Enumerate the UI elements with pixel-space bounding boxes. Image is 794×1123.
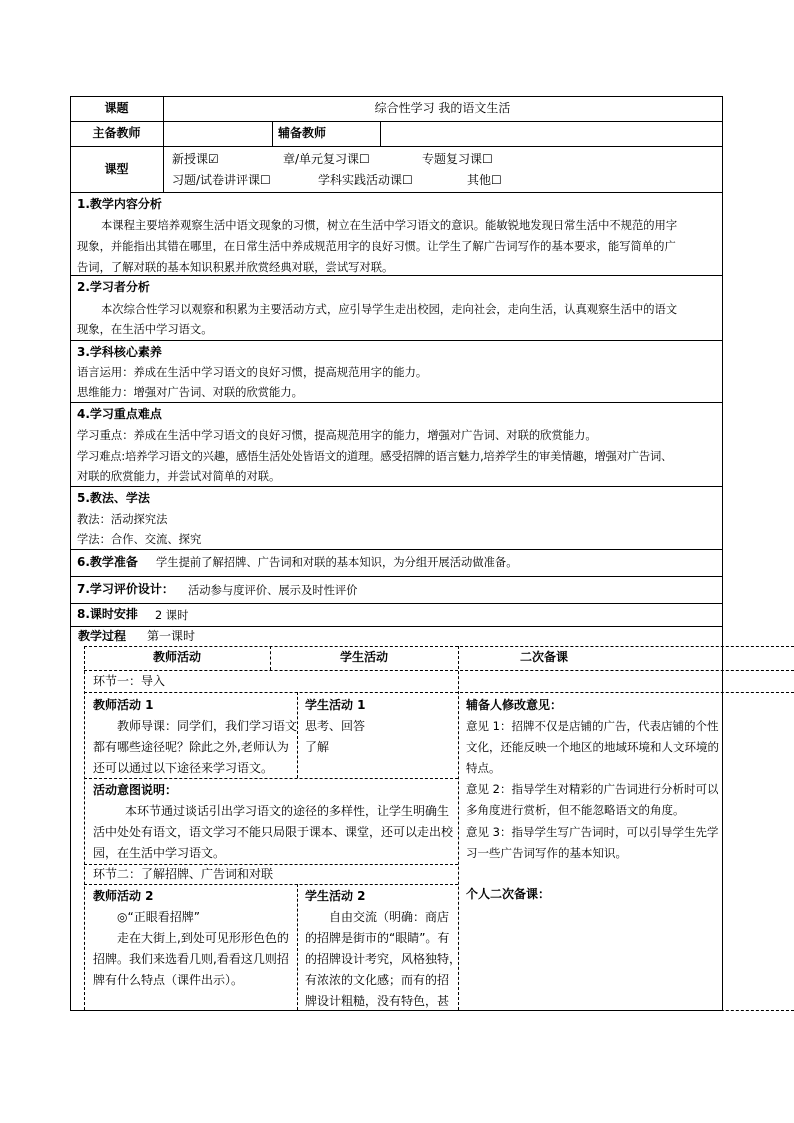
- section-5-line: 教法：活动探究法: [77, 513, 168, 526]
- section-7-text: 活动参与度评价、展示及时性评价: [188, 584, 358, 597]
- lesson-type-new: 新授课☑: [172, 152, 219, 166]
- step-1-title: 环节一：导入: [93, 674, 166, 688]
- opinion-2-line: 多角度进行赏析，但不能忽略语文的角度。: [466, 803, 685, 817]
- column-header-teacher: 教师活动: [152, 650, 201, 664]
- teacher-activity-2-line: ◎“正眼看招牌”: [117, 910, 200, 924]
- column-header-second-prep: 二次备课: [520, 650, 569, 664]
- column-header-student: 学生活动: [339, 650, 388, 664]
- process-lesson: 第一课时: [147, 629, 196, 643]
- main-teacher-label: 主备教师: [92, 126, 141, 140]
- teacher-activity-1-line: 都有哪些途径呢？除此之外,老师认为: [93, 740, 289, 754]
- section-2-line: 本次综合性学习以观察和积累为主要活动方式，应引导学生走出校园，走向社会，走向生活，认真观察生活中的语文: [101, 303, 678, 316]
- lesson-type-unit-review: 章/单元复习课☐: [283, 152, 370, 166]
- teacher-activity-2-line: 招牌。我们来选看几则,看看这几则招: [93, 952, 289, 966]
- lesson-type-label: 课型: [104, 162, 129, 176]
- teacher-activity-1-line: 教师导课：同学们，我们学习语文: [117, 719, 298, 733]
- section-2-line: 现象，在生活中学习语文。: [77, 323, 213, 336]
- section-5-line: 学法：合作、交流、探究: [77, 533, 202, 546]
- assist-teacher-label: 辅备教师: [278, 126, 327, 140]
- personal-second-prep-title: 个人二次备课：: [466, 887, 551, 901]
- section-1-line: 告词，了解对联的基本知识积累并欣赏经典对联，尝试写对联。: [77, 261, 394, 274]
- opinion-1-line: 文化，还能反映一个地区的地域环境和人文环境的: [466, 740, 719, 754]
- section-3-line: 语言运用：养成在生活中学习语文的良好习惯，提高规范用字的能力。: [77, 366, 428, 379]
- section-8-text: 2 课时: [155, 609, 189, 622]
- lesson-type-topic-review: 专题复习课☐: [422, 152, 493, 166]
- student-activity-2-line: 牌设计粗糙，没有特色，甚: [305, 994, 450, 1008]
- section-4-line: 学习重点：养成在生活中学习语文的良好习惯，提高规范用字的能力，增强对广告词、对联的欣赏能力。: [77, 429, 597, 442]
- step-2-title: 环节二：了解招牌、广告词和对联: [93, 867, 274, 881]
- section-5-title: 5.教法、学法: [77, 491, 150, 505]
- student-activity-1-line: 了解: [305, 740, 330, 754]
- opinion-1-line: 特点。: [466, 761, 501, 775]
- section-7-title: 7.学习评价设计：: [77, 582, 174, 596]
- opinion-1-line: 意见 1：招牌不仅是店铺的广告，代表店铺的个性: [466, 719, 719, 733]
- section-3-line: 思维能力：增强对广告词、对联的欣赏能力。: [77, 386, 303, 399]
- activity-intent-line: 本环节通过谈话引出学习语文的途径的多样性，让学生明确生: [125, 804, 450, 818]
- lesson-type-other: 其他☐: [467, 173, 502, 187]
- activity-intent-line: 园，在生活中学习语文。: [93, 846, 226, 860]
- teacher-activity-1-line: 还可以通过以下途径来学习语文。: [93, 761, 274, 775]
- lesson-type-exercise: 习题/试卷讲评课☐: [172, 173, 271, 187]
- teacher-activity-1-title: 教师活动 1: [93, 698, 154, 712]
- student-activity-1-title: 学生活动 1: [305, 698, 366, 712]
- student-activity-2-title: 学生活动 2: [305, 889, 366, 903]
- section-1-line: 本课程主要培养观察生活中语文现象的习惯，树立在生活中学习语文的意识。能敏锐地发现日常生活中不规范的用字: [101, 219, 678, 232]
- opinion-2-line: 意见 2：指导学生对精彩的广告词进行分析时可以: [466, 782, 719, 796]
- topic-value: 综合性学习 我的语文生活: [374, 101, 511, 115]
- teacher-activity-2-line: 走在大街上,到处可见形形色色的: [117, 931, 289, 945]
- lesson-type-practice: 学科实践活动课☐: [318, 173, 413, 187]
- section-3-title: 3.学科核心素养: [77, 345, 162, 359]
- activity-intent-title: 活动意图说明：: [93, 783, 178, 797]
- activity-intent-line: 活中处处有语文，语文学习不能只局限于课本、课堂，还可以走出校: [93, 825, 454, 839]
- student-activity-2-line: 的招牌设计考究，风格独特，: [305, 952, 462, 966]
- process-title: 教学过程: [78, 629, 127, 643]
- student-activity-2-line: 自由交流（明确：商店: [329, 910, 450, 924]
- opinion-3-line: 习一些广告词写作的基本知识。: [466, 846, 627, 860]
- opinion-3-line: 意见 3：指导学生写广告词时，可以引导学生先学: [466, 825, 719, 839]
- section-6-title: 6.教学准备: [77, 555, 138, 569]
- section-6-text: 学生提前了解招牌、广告词和对联的基本知识，为分组开展活动做准备。: [156, 556, 518, 569]
- student-activity-1-line: 思考、回答: [305, 719, 366, 733]
- section-1-line: 现象，并能指出其错在哪里，在日常生活中养成规范用字的良好习惯。让学生了解广告词写作的基本要求，能写简单的广: [77, 240, 676, 253]
- section-4-line: 学习难点:培养学习语文的兴趣，感悟生活处处皆语文的道理。感受招牌的语言魅力,培养学生的审美情趣，增强对广告词、: [77, 450, 673, 463]
- section-1-title: 1.教学内容分析: [77, 197, 162, 211]
- teacher-activity-2-line: 牌有什么特点（课件出示）。: [93, 973, 244, 987]
- assist-opinion-title: 辅备人修改意见：: [466, 698, 563, 712]
- student-activity-2-line: 的招牌是街市的“眼睛”。有: [305, 931, 450, 945]
- section-4-title: 4.学习重点难点: [77, 407, 162, 421]
- section-4-line: 对联的欣赏能力，并尝试对简单的对联。: [77, 470, 281, 483]
- teacher-activity-2-title: 教师活动 2: [93, 889, 154, 903]
- section-8-title: 8.课时安排: [77, 607, 138, 621]
- topic-label: 课题: [104, 101, 129, 115]
- student-activity-2-line: 有浓浓的文化感；而有的招: [305, 973, 450, 987]
- section-2-title: 2.学习者分析: [77, 280, 150, 294]
